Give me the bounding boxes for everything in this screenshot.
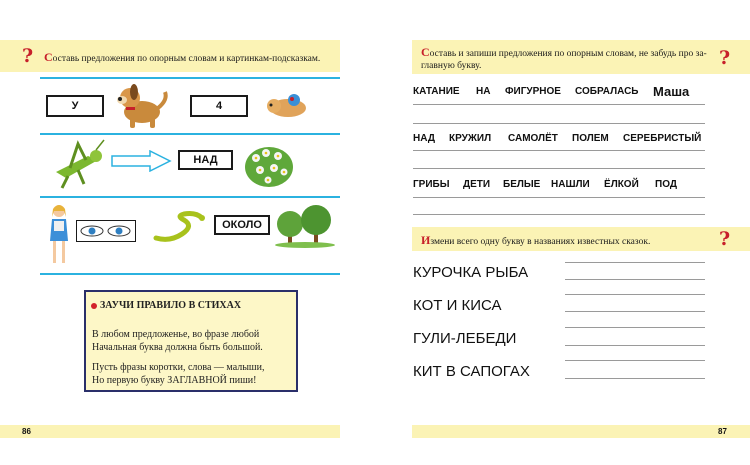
divider-line (40, 273, 340, 275)
rule-line: Пусть фразы коротки, слова — малыши, (92, 362, 265, 373)
writing-line (565, 327, 705, 328)
word-box-nad: НАД (178, 150, 233, 170)
word: КАТАНИЕ (413, 86, 460, 97)
question-icon: ? (719, 228, 731, 250)
instruction-left: Составь предложения по опорным словам и картинкам-подсказкам. (44, 50, 321, 64)
tale-title: КУРОЧКА РЫБА (413, 264, 529, 281)
word: НАШЛИ (551, 179, 590, 190)
question-icon: ? (719, 47, 731, 69)
page-number-left: 86 (22, 427, 31, 436)
eyes-box (76, 220, 136, 242)
writing-line (413, 104, 705, 105)
snake-illustration (150, 210, 208, 244)
word: ГРИБЫ (413, 179, 450, 190)
girl-illustration (48, 203, 70, 267)
writing-line (565, 378, 705, 379)
divider-line (40, 133, 340, 135)
word: ЁЛКОЙ (604, 179, 639, 190)
flower-meadow-illustration (244, 140, 294, 190)
bullet-icon (91, 303, 97, 309)
question-icon: ? (22, 45, 34, 67)
word: НАД (413, 133, 435, 144)
tale-title: КОТ И КИСА (413, 297, 502, 314)
writing-line (413, 197, 705, 198)
word: ДЕТИ (463, 179, 491, 190)
eyes-icon (77, 221, 134, 240)
word: СЕРЕБРИСТЫЙ (623, 133, 702, 144)
writing-line (565, 279, 705, 280)
tale-title: ГУЛИ-ЛЕБЕДИ (413, 330, 517, 347)
word-box-4: 4 (190, 95, 248, 117)
writing-line (565, 294, 705, 295)
rule-title: ЗАУЧИ ПРАВИЛО В СТИХАХ (100, 300, 242, 311)
word: Маша (653, 84, 690, 99)
puppy-with-ball-illustration (262, 90, 312, 120)
footer-bar-right (412, 425, 750, 438)
word: САМОЛЁТ (508, 133, 558, 144)
word-box-okolo: ОКОЛО (214, 215, 270, 235)
word: ПОЛЕМ (572, 133, 609, 144)
word-box-u: У (46, 95, 104, 117)
writing-line (565, 262, 705, 263)
word: ФИГУРНОЕ (505, 86, 561, 97)
instruction-right-2: Измени всего одну букву в названиях известных сказок. (421, 233, 651, 247)
writing-line (413, 168, 705, 169)
arrow-icon (110, 150, 172, 172)
bushes-illustration (274, 204, 336, 248)
divider-line (40, 196, 340, 198)
rule-box (84, 290, 298, 392)
rule-line: В любом предложенье, во фразе любой (92, 329, 260, 340)
word: ПОД (655, 179, 677, 190)
dog-illustration (110, 80, 172, 130)
word: БЕЛЫЕ (503, 179, 541, 190)
rule-line: Но первую букву ЗАГЛАВНОЙ пиши! (92, 375, 257, 386)
tale-title: КИТ В САПОГАХ (413, 363, 530, 380)
writing-line (413, 214, 705, 215)
writing-line (413, 123, 705, 124)
instruction-right: Составь и запиши предложения по опорным словам, не забудь про за- главную букву. (421, 45, 707, 71)
writing-line (565, 345, 705, 346)
word: НА (476, 86, 491, 97)
writing-line (413, 150, 705, 151)
footer-bar-left (0, 425, 340, 438)
word: КРУЖИЛ (449, 133, 492, 144)
grasshopper-illustration (48, 138, 106, 190)
writing-line (565, 360, 705, 361)
divider-line (40, 77, 340, 79)
rule-line: Начальная буква должна быть большой. (92, 342, 263, 353)
page-number-right: 87 (718, 427, 727, 436)
word: СОБРАЛАСЬ (575, 86, 639, 97)
writing-line (565, 311, 705, 312)
